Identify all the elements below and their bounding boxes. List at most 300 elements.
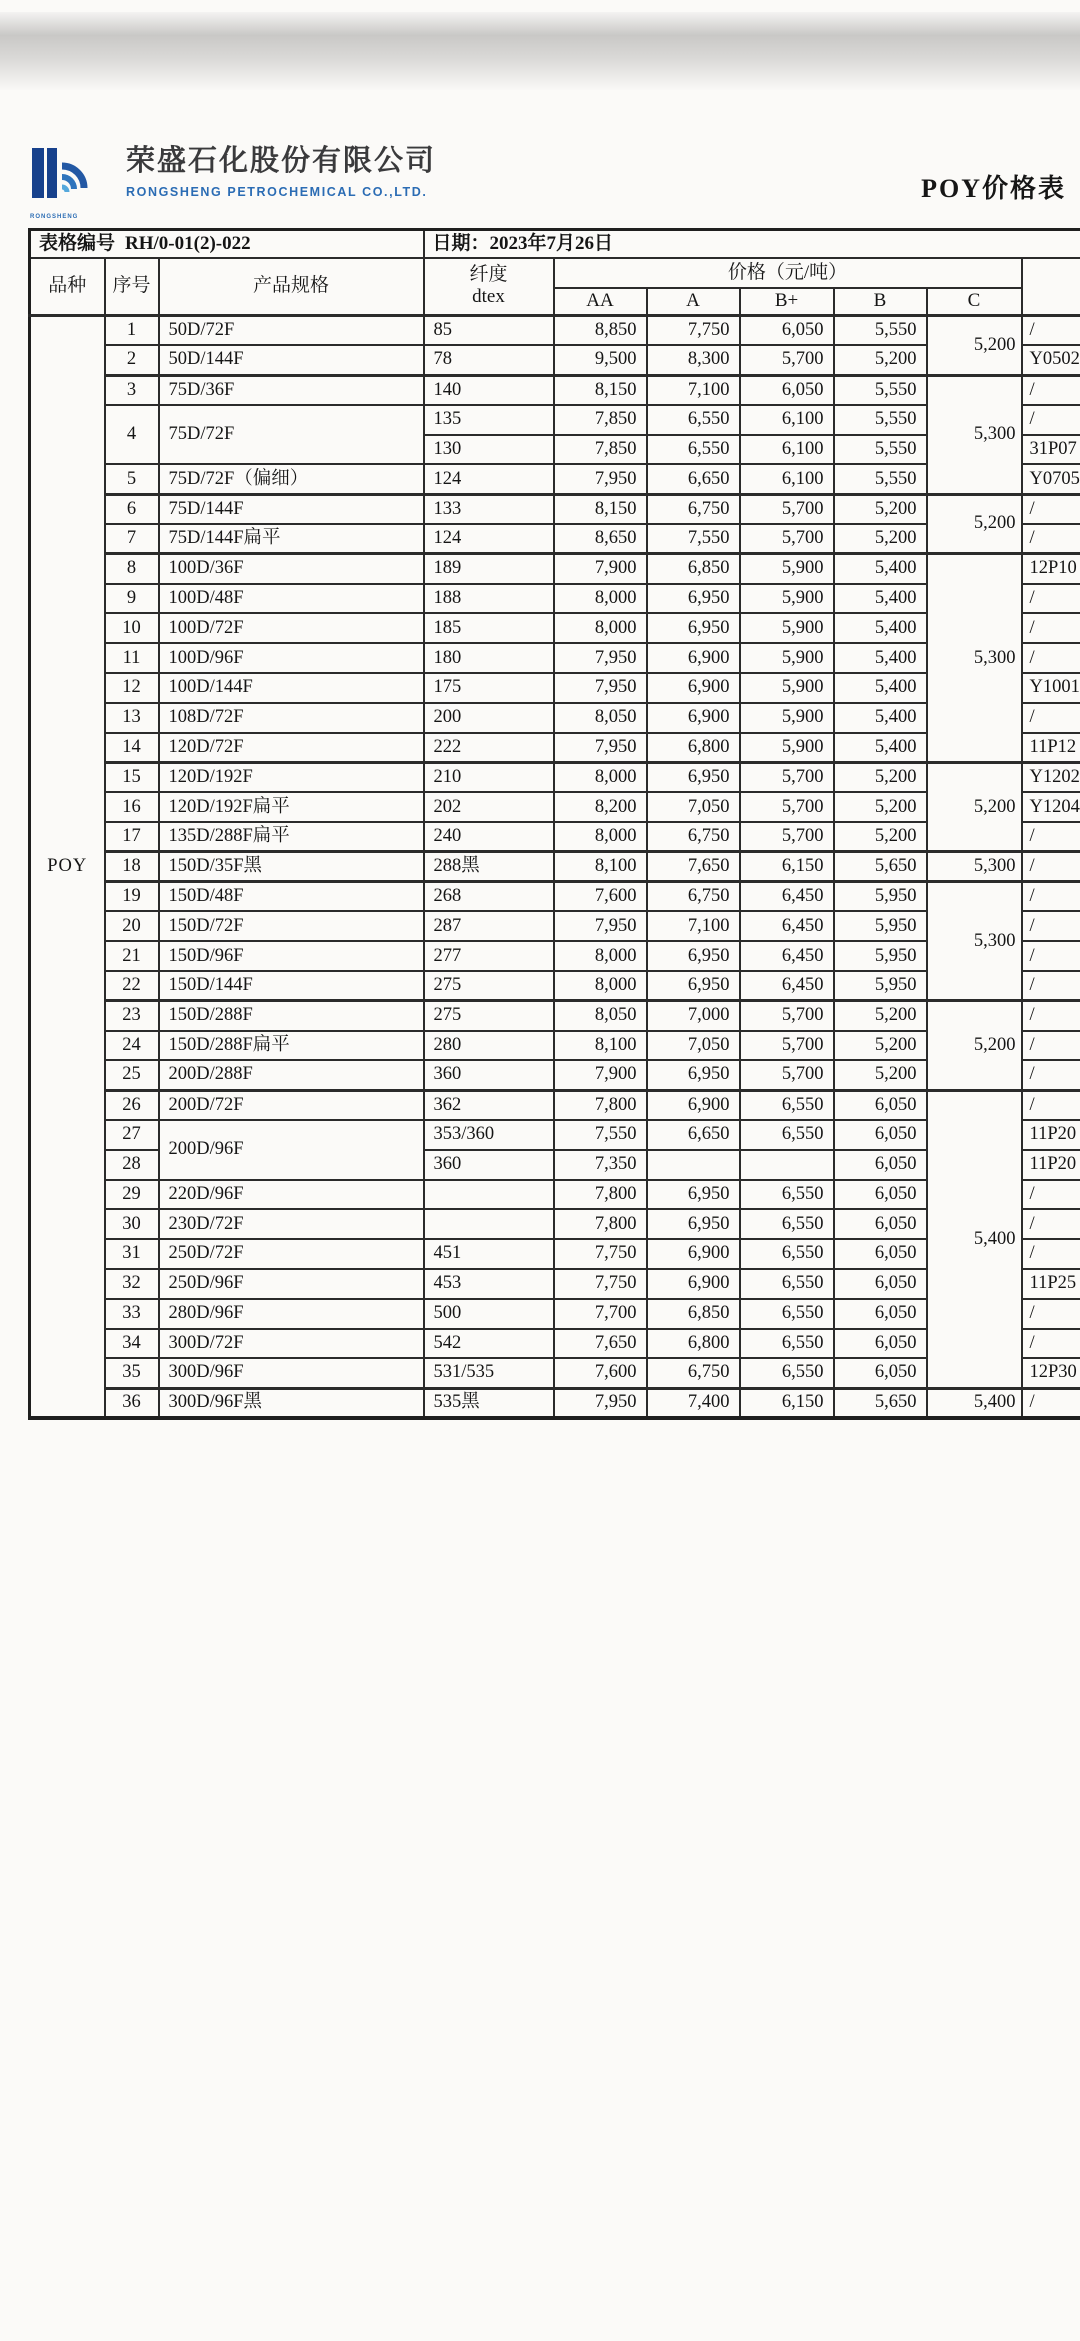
price-bplus-cell: 5,700 [740,1001,834,1031]
note-cell: 11P25 [1022,1269,1080,1299]
price-aa-cell: 8,100 [554,852,647,882]
table-row [30,1329,1080,1359]
price-aa-cell: 7,750 [554,1239,647,1269]
note-cell: 12P30 [1022,1358,1080,1388]
note-cell: / [1022,584,1080,614]
fineness-cell: 288黑 [424,852,554,882]
row-index-cell: 4 [105,405,159,465]
price-b-cell: 5,200 [834,1060,927,1090]
product-spec-cell: 150D/96F [159,941,424,971]
price-bplus-cell: 6,050 [740,375,834,405]
header-no: 序号 [105,258,159,316]
note-cell: / [1022,316,1080,346]
price-a-cell: 6,900 [647,1239,740,1269]
price-aa-cell: 7,800 [554,1180,647,1210]
price-a-cell: 7,000 [647,1001,740,1031]
price-aa-cell: 7,550 [554,1120,647,1150]
price-bplus-cell: 6,550 [740,1120,834,1150]
row-index-cell: 23 [105,1001,159,1031]
price-a-cell: 6,850 [647,554,740,584]
note-cell: / [1022,1180,1080,1210]
note-cell: 11P12 [1022,733,1080,763]
row-index-cell: 7 [105,524,159,554]
price-bplus-cell: 6,150 [740,1388,834,1418]
row-index-cell: 1 [105,316,159,346]
price-aa-cell: 8,150 [554,375,647,405]
table-row [30,1269,1080,1299]
price-a-cell: 7,400 [647,1388,740,1418]
price-bplus-cell: 5,900 [740,613,834,643]
fineness-cell: 542 [424,1329,554,1359]
note-cell: 31P07 [1022,435,1080,465]
price-a-cell: 6,650 [647,464,740,494]
price-aa-cell: 8,650 [554,524,647,554]
header-price-group: 价格（元/吨） [554,258,1022,288]
table-row [30,703,1080,733]
price-aa-cell: 8,150 [554,494,647,524]
product-spec-cell: 200D/288F [159,1060,424,1090]
fineness-cell: 135 [424,405,554,435]
fineness-cell: 535黑 [424,1388,554,1418]
note-cell: / [1022,1388,1080,1418]
row-index-cell: 8 [105,554,159,584]
product-spec-cell: 75D/36F [159,375,424,405]
price-c-cell: 5,200 [927,316,1022,376]
table-row [30,405,1080,435]
price-a-cell: 6,850 [647,1299,740,1329]
table-row [30,1060,1080,1090]
price-aa-cell: 8,100 [554,1031,647,1061]
price-a-cell: 8,300 [647,345,740,375]
price-a-cell: 7,050 [647,792,740,822]
row-index-cell: 10 [105,613,159,643]
fineness-cell: 140 [424,375,554,405]
price-aa-cell: 8,000 [554,762,647,792]
price-bplus-cell: 5,700 [740,1031,834,1061]
note-cell: / [1022,882,1080,912]
product-spec-cell: 75D/72F [159,405,424,465]
price-a-cell: 6,950 [647,1060,740,1090]
row-index-cell: 35 [105,1358,159,1388]
note-cell: 12P10 [1022,554,1080,584]
price-aa-cell: 8,000 [554,822,647,852]
price-c-cell: 5,300 [927,375,1022,494]
fineness-cell: 240 [424,822,554,852]
note-cell: / [1022,375,1080,405]
note-cell: / [1022,703,1080,733]
fineness-cell: 362 [424,1090,554,1120]
product-spec-cell: 200D/96F [159,1120,424,1180]
fineness-cell: 210 [424,762,554,792]
table-row [30,345,1080,375]
fineness-cell: 500 [424,1299,554,1329]
product-spec-cell: 120D/192F [159,762,424,792]
price-aa-cell: 8,000 [554,941,647,971]
product-spec-cell: 150D/72F [159,911,424,941]
product-spec-cell: 150D/48F [159,882,424,912]
table-row [30,1299,1080,1329]
product-spec-cell: 135D/288F扁平 [159,822,424,852]
price-aa-cell: 7,850 [554,405,647,435]
table-row [30,941,1080,971]
row-index-cell: 34 [105,1329,159,1359]
fineness-cell: 180 [424,643,554,673]
price-a-cell: 7,100 [647,375,740,405]
price-aa-cell: 9,500 [554,345,647,375]
price-table [28,228,1080,1420]
table-row [30,673,1080,703]
price-a-cell: 6,900 [647,1090,740,1120]
table-row [30,524,1080,554]
product-spec-cell: 108D/72F [159,703,424,733]
price-bplus-cell: 6,450 [740,971,834,1001]
product-spec-cell: 75D/72F（偏细） [159,464,424,494]
price-a-cell: 6,950 [647,584,740,614]
fineness-cell: 275 [424,1001,554,1031]
price-aa-cell: 7,800 [554,1090,647,1120]
price-aa-cell: 8,050 [554,703,647,733]
note-cell: 11P20 [1022,1120,1080,1150]
fineness-cell: 185 [424,613,554,643]
price-bplus-cell: 6,550 [740,1299,834,1329]
row-index-cell: 32 [105,1269,159,1299]
price-a-cell: 6,750 [647,882,740,912]
price-bplus-cell: 5,700 [740,494,834,524]
price-aa-cell: 7,900 [554,1060,647,1090]
fineness-cell: 200 [424,703,554,733]
price-b-cell: 5,200 [834,524,927,554]
company-name-cn: 荣盛石化股份有限公司 [126,145,437,177]
price-bplus-cell: 5,700 [740,345,834,375]
price-a-cell: 6,950 [647,971,740,1001]
product-spec-cell: 100D/96F [159,643,424,673]
table-row [30,1209,1080,1239]
price-c-cell: 5,300 [927,882,1022,1001]
fineness-cell: 202 [424,792,554,822]
price-b-cell: 6,050 [834,1090,927,1120]
table-row [30,792,1080,822]
price-b-cell: 5,200 [834,762,927,792]
price-a-cell: 6,900 [647,1269,740,1299]
price-c-cell: 5,400 [927,1090,1022,1388]
price-aa-cell: 8,050 [554,1001,647,1031]
note-cell: Y1202 [1022,762,1080,792]
form-number-label: 表格编号 [39,232,116,254]
price-aa-cell: 7,950 [554,643,647,673]
fineness-cell [424,1209,554,1239]
price-bplus-cell: 5,900 [740,584,834,614]
note-cell: Y0502 [1022,345,1080,375]
header-grade-bplus: B+ [740,288,834,316]
header-grade-aa: AA [554,288,647,316]
rongsheng-logo-icon [30,144,114,208]
price-b-cell: 5,650 [834,852,927,882]
price-b-cell: 5,400 [834,584,927,614]
price-b-cell: 6,050 [834,1269,927,1299]
row-index-cell: 15 [105,762,159,792]
table-row [30,911,1080,941]
product-spec-cell: 100D/72F [159,613,424,643]
product-spec-cell: 250D/72F [159,1239,424,1269]
price-aa-cell: 8,000 [554,971,647,1001]
header-row-1 [30,258,1080,288]
row-index-cell: 22 [105,971,159,1001]
table-row [30,1239,1080,1269]
row-index-cell: 29 [105,1180,159,1210]
fineness-cell: 353/360 [424,1120,554,1150]
fineness-cell: 360 [424,1150,554,1180]
table-row [30,1001,1080,1031]
price-bplus-cell: 6,550 [740,1239,834,1269]
price-a-cell: 6,950 [647,1209,740,1239]
product-spec-cell: 200D/72F [159,1090,424,1120]
price-aa-cell: 7,950 [554,464,647,494]
row-index-cell: 13 [105,703,159,733]
fineness-cell: 188 [424,584,554,614]
product-spec-cell: 120D/72F [159,733,424,763]
price-c-cell: 5,400 [927,1388,1022,1418]
row-index-cell: 31 [105,1239,159,1269]
price-a-cell: 6,750 [647,494,740,524]
row-index-cell: 26 [105,1090,159,1120]
price-bplus-cell: 5,900 [740,703,834,733]
price-b-cell: 6,050 [834,1329,927,1359]
price-b-cell: 5,950 [834,911,927,941]
price-bplus-cell: 5,700 [740,762,834,792]
price-b-cell: 5,400 [834,703,927,733]
note-cell: Y1001 [1022,673,1080,703]
price-b-cell: 5,200 [834,792,927,822]
price-aa-cell: 7,350 [554,1150,647,1180]
note-cell: / [1022,405,1080,435]
price-table-body [30,316,1080,1418]
price-b-cell: 5,400 [834,673,927,703]
price-aa-cell: 7,650 [554,1329,647,1359]
price-bplus-cell: 5,900 [740,733,834,763]
table-row [30,822,1080,852]
price-c-cell: 5,200 [927,1001,1022,1090]
form-number-value: RH/0-01(2)-022 [125,232,251,254]
product-spec-cell: 75D/144F扁平 [159,524,424,554]
fineness-cell: 280 [424,1031,554,1061]
row-index-cell: 33 [105,1299,159,1329]
product-spec-cell: 150D/288F [159,1001,424,1031]
price-bplus-cell: 5,900 [740,673,834,703]
price-c-cell: 5,300 [927,554,1022,763]
date-label: 日期： [432,232,490,254]
price-a-cell: 6,900 [647,673,740,703]
header-fineness-cn: 纤度 [469,264,508,286]
note-cell: / [1022,822,1080,852]
price-aa-cell: 8,000 [554,584,647,614]
company-name-en: RONGSHENG PETROCHEMICAL CO.,LTD. [126,184,428,199]
price-aa-cell: 8,850 [554,316,647,346]
price-bplus-cell: 6,150 [740,852,834,882]
price-aa-cell: 7,700 [554,1299,647,1329]
product-spec-cell: 230D/72F [159,1209,424,1239]
variety-cell: POY [30,316,105,1418]
note-cell: / [1022,1209,1080,1239]
price-b-cell: 5,400 [834,643,927,673]
note-cell: / [1022,1090,1080,1120]
price-b-cell: 5,200 [834,1031,927,1061]
price-b-cell: 5,550 [834,435,927,465]
price-b-cell: 5,550 [834,464,927,494]
note-cell: / [1022,852,1080,882]
product-spec-cell: 100D/48F [159,584,424,614]
product-spec-cell: 150D/35F黑 [159,852,424,882]
form-meta-row [30,230,1080,258]
table-row [30,584,1080,614]
price-aa-cell: 7,850 [554,435,647,465]
price-a-cell: 7,100 [647,911,740,941]
price-b-cell: 6,050 [834,1209,927,1239]
note-cell: / [1022,643,1080,673]
price-b-cell: 6,050 [834,1358,927,1388]
product-spec-cell: 75D/144F [159,494,424,524]
row-index-cell: 6 [105,494,159,524]
price-b-cell: 5,200 [834,494,927,524]
fineness-cell: 277 [424,941,554,971]
price-a-cell [647,1150,740,1180]
price-bplus-cell: 6,450 [740,941,834,971]
table-row [30,316,1080,346]
row-index-cell: 30 [105,1209,159,1239]
price-a-cell: 7,550 [647,524,740,554]
note-cell: / [1022,613,1080,643]
product-spec-cell: 150D/288F扁平 [159,1031,424,1061]
price-b-cell: 6,050 [834,1180,927,1210]
price-b-cell: 5,950 [834,971,927,1001]
price-a-cell: 6,650 [647,1120,740,1150]
price-c-cell: 5,200 [927,494,1022,554]
fineness-cell: 531/535 [424,1358,554,1388]
price-bplus-cell: 5,900 [740,554,834,584]
price-a-cell: 7,050 [647,1031,740,1061]
fineness-cell: 451 [424,1239,554,1269]
top-gradient-band [0,12,1080,90]
fineness-cell: 222 [424,733,554,763]
fineness-cell [424,1180,554,1210]
table-row [30,882,1080,912]
fineness-cell: 275 [424,971,554,1001]
row-index-cell: 28 [105,1150,159,1180]
table-row [30,1388,1080,1418]
row-index-cell: 25 [105,1060,159,1090]
table-row [30,1180,1080,1210]
price-b-cell: 5,650 [834,1388,927,1418]
fineness-cell: 268 [424,882,554,912]
product-spec-cell: 120D/192F扁平 [159,792,424,822]
company-logo [30,144,114,220]
company-name-block [126,144,436,199]
price-a-cell: 6,900 [647,703,740,733]
price-b-cell: 6,050 [834,1299,927,1329]
price-aa-cell: 7,950 [554,733,647,763]
price-b-cell: 5,550 [834,405,927,435]
fineness-cell: 85 [424,316,554,346]
fineness-cell: 130 [424,435,554,465]
header-fineness-unit: dtex [472,286,505,308]
table-row [30,554,1080,584]
row-index-cell: 18 [105,852,159,882]
price-a-cell: 7,750 [647,316,740,346]
price-a-cell: 6,550 [647,435,740,465]
price-a-cell: 6,800 [647,1329,740,1359]
price-a-cell: 6,950 [647,941,740,971]
header-spec: 产品规格 [159,258,424,316]
date-cell [424,230,1080,258]
fineness-cell: 175 [424,673,554,703]
price-bplus-cell: 6,100 [740,405,834,435]
price-c-cell: 5,300 [927,852,1022,882]
note-cell: / [1022,1031,1080,1061]
fineness-cell: 133 [424,494,554,524]
price-bplus-cell: 6,550 [740,1329,834,1359]
row-index-cell: 16 [105,792,159,822]
product-spec-cell: 300D/96F黑 [159,1388,424,1418]
price-aa-cell: 7,950 [554,1388,647,1418]
price-aa-cell: 7,750 [554,1269,647,1299]
table-row [30,464,1080,494]
fineness-cell: 124 [424,464,554,494]
price-aa-cell: 7,600 [554,1358,647,1388]
header-note [1022,258,1080,316]
price-a-cell: 6,800 [647,733,740,763]
product-spec-cell: 220D/96F [159,1180,424,1210]
price-aa-cell: 7,600 [554,882,647,912]
table-row [30,971,1080,1001]
price-bplus-cell: 6,550 [740,1209,834,1239]
row-index-cell: 11 [105,643,159,673]
price-a-cell: 6,950 [647,1180,740,1210]
row-index-cell: 2 [105,345,159,375]
price-a-cell: 6,750 [647,822,740,852]
price-bplus-cell: 5,700 [740,1060,834,1090]
header-fineness [424,258,554,316]
price-bplus-cell: 6,100 [740,464,834,494]
price-bplus-cell: 5,700 [740,792,834,822]
price-bplus-cell: 6,450 [740,882,834,912]
date-value: 2023年7月26日 [489,232,614,254]
price-b-cell: 5,200 [834,345,927,375]
note-cell: / [1022,494,1080,524]
table-row [30,762,1080,792]
header-grade-c: C [927,288,1022,316]
price-b-cell: 5,400 [834,613,927,643]
price-bplus-cell: 5,700 [740,524,834,554]
row-index-cell: 9 [105,584,159,614]
page-title: POY价格表 [921,174,1066,203]
row-index-cell: 21 [105,941,159,971]
price-b-cell: 5,400 [834,554,927,584]
fineness-cell: 189 [424,554,554,584]
form-number-cell [30,230,424,258]
note-cell: / [1022,1001,1080,1031]
price-bplus-cell: 6,550 [740,1090,834,1120]
price-bplus-cell: 6,550 [740,1269,834,1299]
row-index-cell: 12 [105,673,159,703]
row-index-cell: 17 [105,822,159,852]
price-bplus-cell: 6,550 [740,1358,834,1388]
product-spec-cell: 150D/144F [159,971,424,1001]
price-bplus-cell: 5,700 [740,822,834,852]
product-spec-cell: 280D/96F [159,1299,424,1329]
price-b-cell: 5,550 [834,316,927,346]
row-index-cell: 14 [105,733,159,763]
price-b-cell: 6,050 [834,1150,927,1180]
price-bplus-cell: 6,450 [740,911,834,941]
